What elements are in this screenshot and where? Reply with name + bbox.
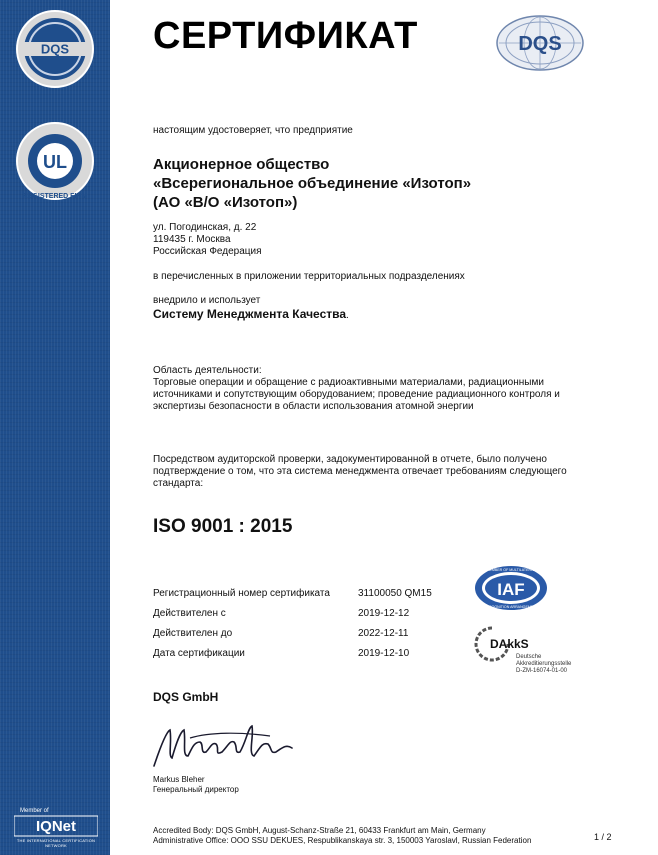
footer-line-1: Accredited Body: DQS GmbH, August-Schanz-Straße 21, 60433 Frankfurt am Main, Germany — [153, 826, 486, 835]
ul-logo-icon — [14, 120, 96, 202]
organization-name — [153, 155, 471, 212]
address-line-1: ул. Погодинская, д. 22 — [153, 222, 257, 233]
dqs-logo-icon — [14, 8, 96, 90]
certificate-title: СЕРТИФИКАТ — [153, 15, 418, 57]
iqnet-subtitle: THE INTERNATIONAL CERTIFICATION NETWORK — [16, 838, 96, 848]
dqs-header-logo-icon — [495, 14, 585, 72]
iaf-logo-icon — [474, 565, 548, 611]
reg-label-number: Регистрационный номер сертификата — [153, 588, 330, 599]
ul-logo-text: UL — [43, 152, 67, 172]
iqnet-block — [6, 808, 106, 848]
dqs-header-logo-text: DQS — [518, 33, 562, 55]
dakks-line-2: Akkreditierungsstelle — [516, 661, 572, 667]
issuer-company: DQS GmbH — [153, 690, 219, 704]
reg-label-cert-date: Дата сертификации — [153, 648, 245, 659]
sidebar — [0, 0, 110, 855]
iaf-ring-bottom: RECOGNITION ARRANGEMENT — [483, 605, 539, 609]
org-line-1: Акционерное общество — [153, 156, 330, 173]
org-line-3: (АО «В/О «Изотоп») — [153, 194, 298, 211]
system-name: Систему Менеджмента Качества — [153, 307, 347, 321]
intro-text: настоящим удостоверяет, что предприятие — [153, 125, 353, 136]
standard-name: ISO 9001 : 2015 — [153, 516, 293, 537]
scope-line-2: источниками и сопутствующим оборудованием; проведение радиационного контроля и — [153, 389, 560, 400]
iqnet-member-label: Member of — [20, 808, 49, 814]
dakks-name: DAkkS — [490, 637, 529, 651]
scope-line-3: экспертизы безопасности в области использования атомной энергии — [153, 401, 474, 412]
address-line-3: Российская Федерация — [153, 246, 262, 257]
branches-text: в перечисленных в приложении территориальных подразделениях — [153, 271, 465, 282]
footer-line-2: Administrative Office: OOO SSU DEKUES, Respublikanskaya str. 3, 150003 Yaroslavl, Russian Federation — [153, 836, 532, 845]
dakks-line-1: Deutsche — [516, 654, 542, 660]
iqnet-logo-text: IQNet — [35, 818, 77, 835]
scope-line-1: Торговые операции и обращение с радиоактивными материалами, радиационными — [153, 377, 544, 388]
scope-section — [153, 365, 560, 413]
iaf-logo-text: IAF — [497, 580, 525, 599]
system-period: . — [346, 310, 349, 321]
footer — [153, 826, 531, 846]
signer-position: Генеральный директор — [153, 785, 239, 794]
reg-value-valid-from: 2019-12-12 — [358, 608, 410, 619]
dqs-logo-text: DQS — [40, 41, 70, 57]
audit-line-2: подтверждение о том, что эта система менеджмента отвечает требованиям следующего — [153, 466, 567, 477]
reg-label-valid-from: Действителен с — [153, 608, 226, 619]
iaf-ring-top: MEMBER OF MULTILATERAL — [486, 568, 536, 572]
audit-section — [153, 454, 567, 490]
reg-value-cert-date: 2019-12-10 — [358, 648, 410, 659]
reg-label-valid-to: Действителен до — [153, 628, 233, 639]
signer-name: Markus Bleher — [153, 775, 205, 784]
system-name-line — [153, 308, 349, 322]
audit-line-3: стандарта: — [153, 478, 204, 489]
address — [153, 222, 262, 258]
address-line-2: 119435 г. Москва — [153, 234, 231, 245]
signature-icon — [150, 718, 300, 774]
audit-line-1: Посредством аудиторской проверки, задокументированной в отчете, было получено — [153, 454, 547, 465]
dakks-details — [516, 654, 571, 675]
scope-label: Область деятельности: — [153, 365, 262, 376]
dakks-line-3: D-ZM-16074-01-00 — [516, 668, 568, 674]
org-line-2: «Всерегиональное объединение «Изотоп» — [153, 175, 472, 192]
signer — [153, 775, 239, 795]
reg-value-number: 31100050 QM15 — [358, 588, 432, 599]
page-number: 1 / 2 — [594, 832, 612, 842]
iqnet-logo-icon — [14, 815, 98, 837]
reg-value-valid-to: 2022-12-11 — [358, 628, 409, 639]
implemented-text: внедрило и использует — [153, 295, 261, 306]
ul-ring-text: REGISTERED FIRM — [22, 193, 88, 200]
